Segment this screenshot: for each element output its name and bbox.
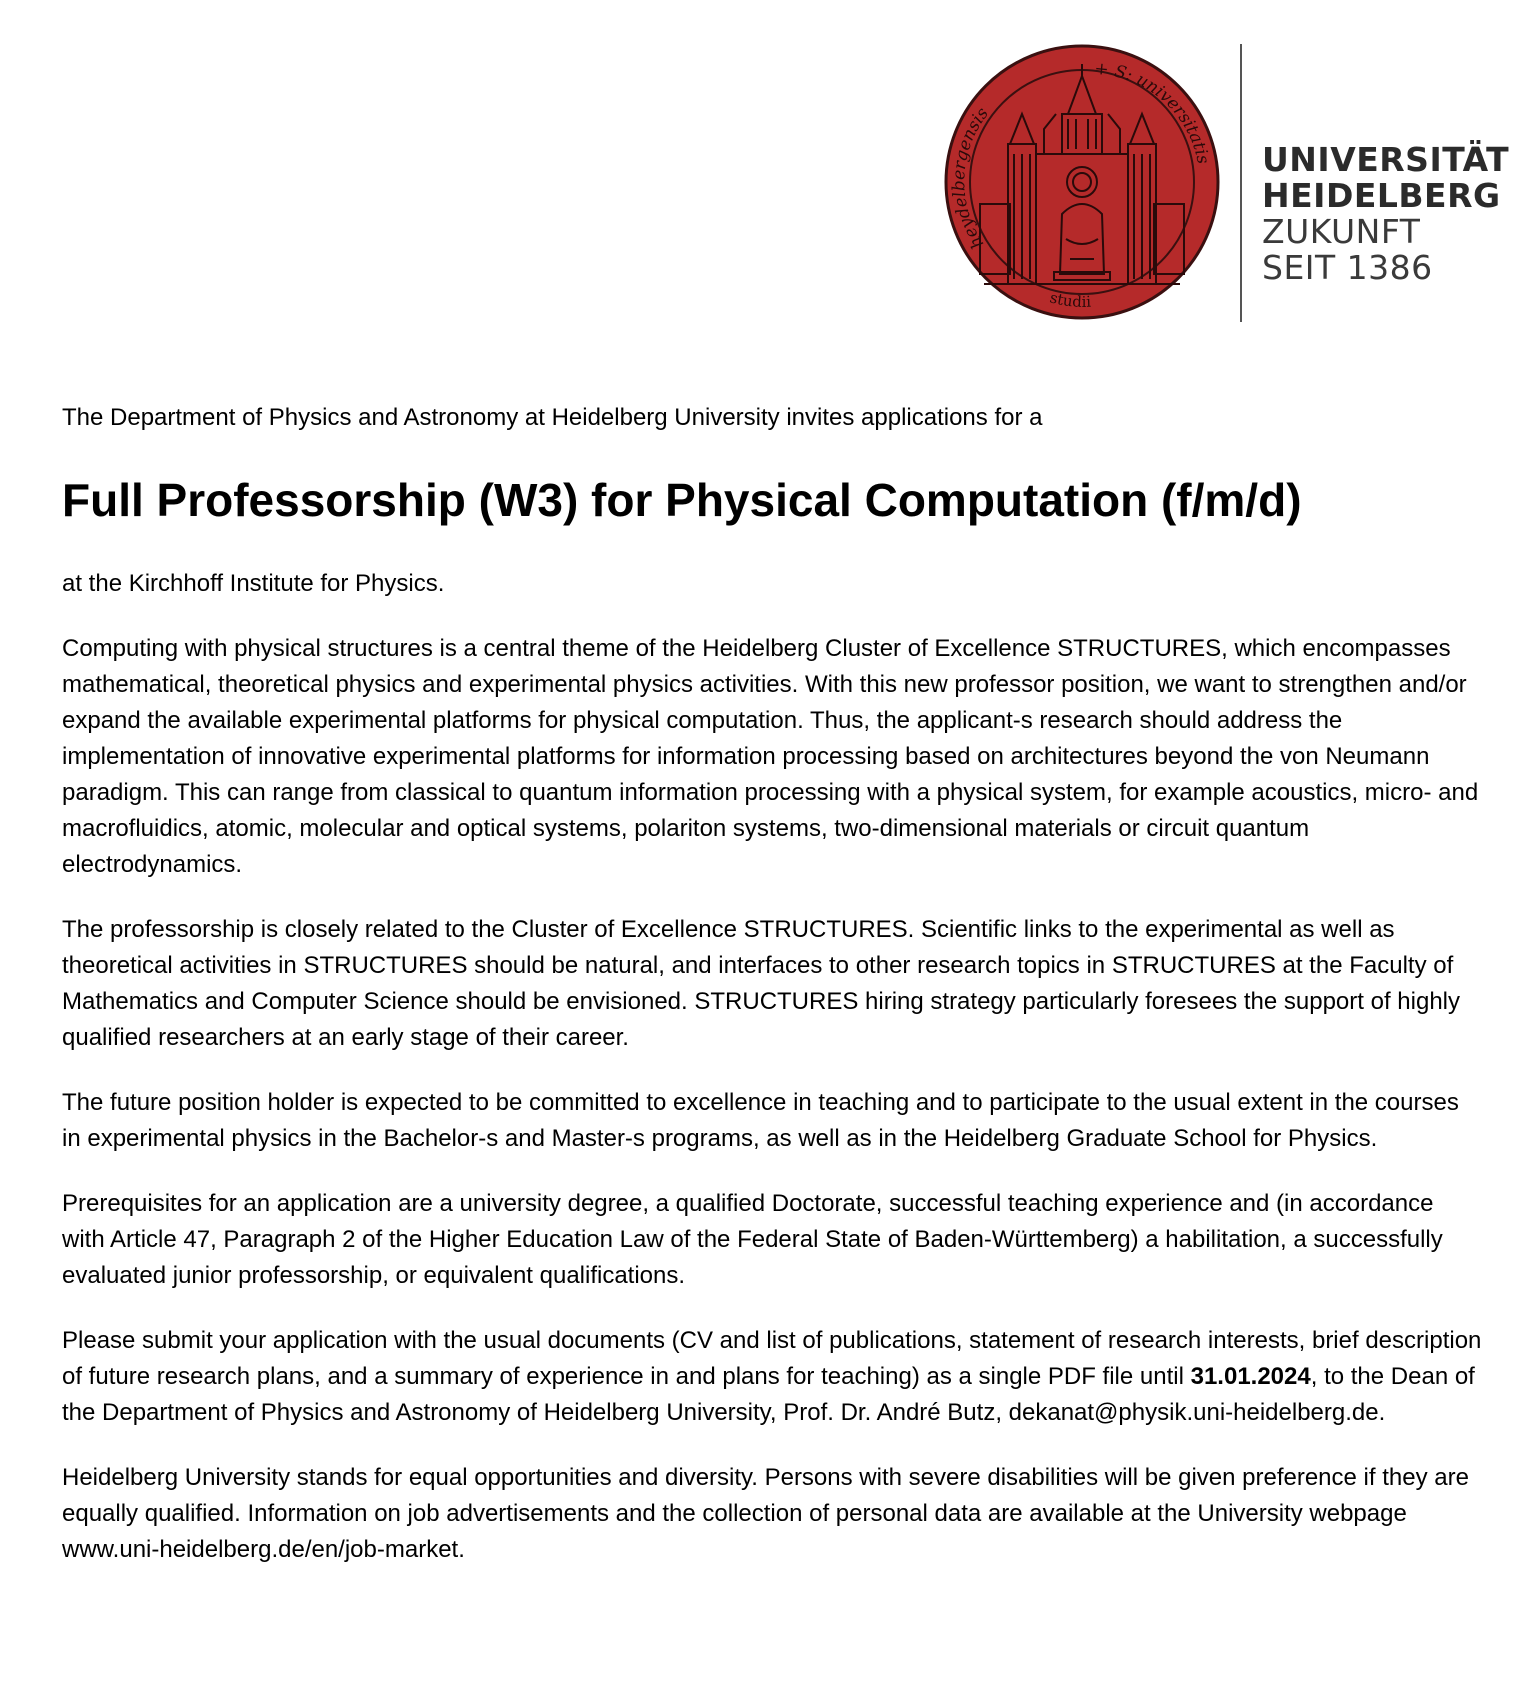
wordmark-line-zukunft: ZUKUNFT — [1262, 212, 1421, 251]
university-header — [944, 42, 1510, 322]
paragraph-prerequisites: Prerequisites for an application are a university degree, a qualified Doctorate, successful teaching experience and (in accordance with Article 47, Paragraph 2 of the Higher Education Law of the Federal State of Baden-Württemberg) a habilitation, a successfully evaluated junior professorship, or equivalent qualifications. — [62, 1190, 1443, 1289]
wordmark-line-seit: SEIT 1386 — [1262, 248, 1433, 287]
application-deadline: 31.01.2024 — [1190, 1363, 1311, 1390]
university-wordmark — [1262, 142, 1509, 286]
job-advertisement-body — [62, 400, 1482, 1568]
paragraph-teaching: The future position holder is expected to be committed to excellence in teaching and to participate to the usual extent in the courses in experimental physics in the Bachelor-s and Master-s programs, as well as in the Heidelberg Graduate School for Physics. — [62, 1089, 1459, 1152]
position-title: Full Professorship (W3) for Physical Computation (f/m/d) — [62, 474, 1302, 526]
application-contact: , to the Dean of the Department of Physics and Astronomy of Heidelberg University, Prof. Dr. André Butz, dekanat@physik.uni-heidelberg.de. — [62, 1363, 1475, 1426]
paragraph-research-theme: Computing with physical structures is a central theme of the Heidelberg Cluster of Excellence STRUCTURES, which encompasses mathematical, theoretical physics and experimental physics activities. With this new professor position, we want to strengthen and/or expand the available experimental platforms for physical computation. Thus, the applicant-s research should address the implementation of innovative experimental platforms for information processing based on architectures beyond the von Neumann paradigm. This can range from classical to quantum information processing with a physical system, for example acoustics, micro- and macrofluidics, atomic, molecular and optical systems, polariton systems, two-dimensional materials or circuit quantum electrodynamics. — [62, 635, 1479, 878]
seal-ring-text-left: heydelbergensis — [949, 103, 993, 253]
paragraph-application — [62, 1323, 1482, 1431]
paragraph-equal-opportunities: Heidelberg University stands for equal opportunities and diversity. Persons with severe disabilities will be given preference if they are equally qualified. Information on job advertisements and the collection of personal data are available at the University webpage www.uni-heidelberg.de/en/job-market. — [62, 1464, 1469, 1563]
seal-ring-text-right: + S: universitatis — [1093, 58, 1213, 166]
paragraph-cluster-relation: The professorship is closely related to the Cluster of Excellence STRUCTURES. Scientific links to the experimental as well as theoretical activities in STRUCTURES should be natural, and interfaces to other research topics in STRUCTURES at the Faculty of Mathematics and Computer Science should be envisioned. STRUCTURES hiring strategy particularly foresees the support of highly qualified researchers at an early stage of their career. — [62, 916, 1460, 1051]
wordmark-line-heidelberg: HEIDELBERG — [1262, 176, 1501, 215]
wordmark-line-universitaet: UNIVERSITÄT — [1262, 140, 1510, 179]
institute-line: at the Kirchhoff Institute for Physics. — [62, 570, 445, 597]
intro-text: The Department of Physics and Astronomy at Heidelberg University invites applications for a — [62, 404, 1043, 431]
seal-ring-text-bottom: studii — [1048, 288, 1092, 311]
logo-divider — [1240, 44, 1242, 322]
application-text: Please submit your application with the usual documents (CV and list of publications, statement of research interests, brief description of future research plans, and a summary of experience in and plans for teaching) as a single PDF file until — [62, 1327, 1482, 1390]
university-seal-logo — [944, 44, 1220, 320]
